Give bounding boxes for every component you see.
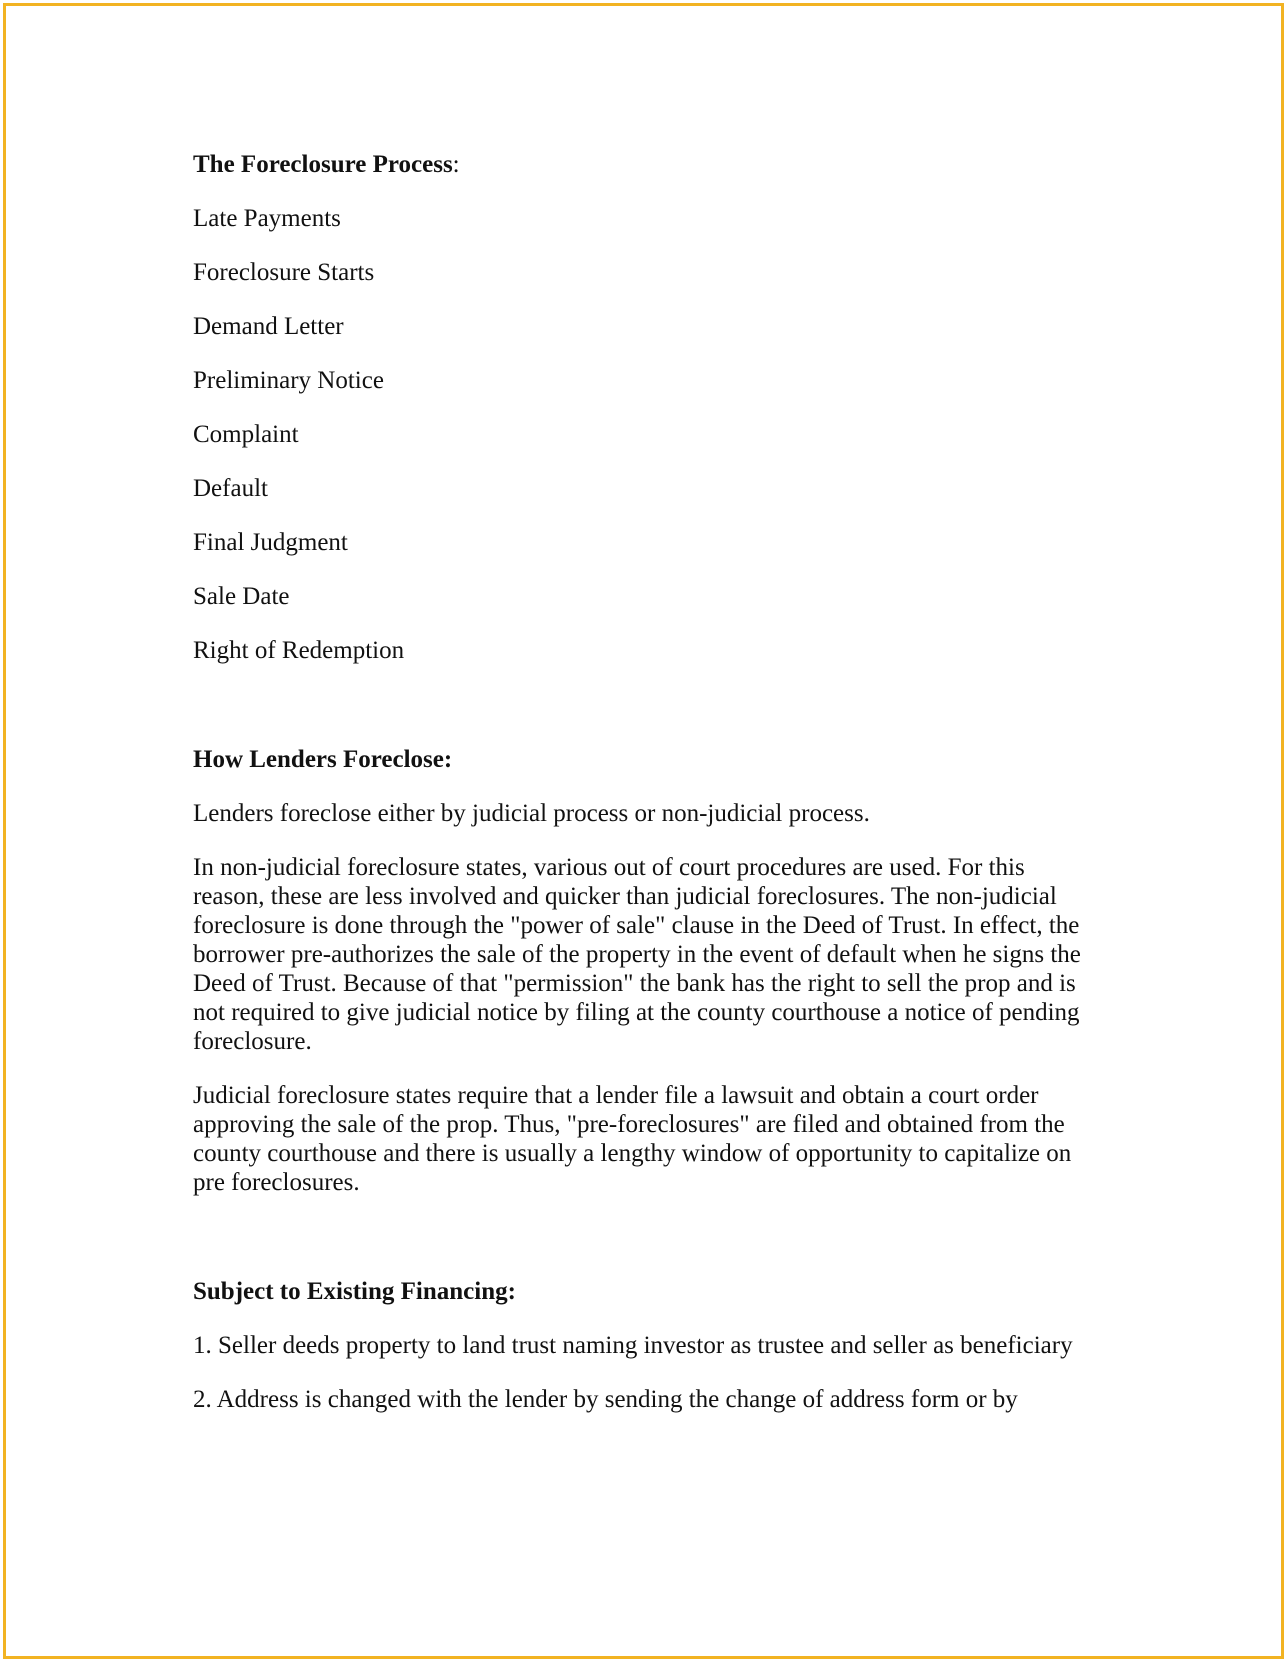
section-heading-foreclosure-process — [193, 150, 1093, 179]
document-body — [193, 150, 1093, 1414]
paragraph: Judicial foreclosure states require that a lender file a lawsuit and obtain a court order approving the sale of the prop. Thus, "pre-foreclosures" are filed and obtained from the county courthouse and there is usually a lengthy window of opportunity to capitalize on pre foreclosures. — [193, 1082, 1072, 1196]
section-heading-subject-to-financing: Subject to Existing Financing: — [193, 1278, 516, 1305]
list-item: Final Judgment — [193, 529, 348, 556]
list-item: Complaint — [193, 421, 299, 448]
paragraph: In non-judicial foreclosure states, various out of court procedures are used. For this reason, these are less involved and quicker than judicial foreclosures. The non-judicial foreclosure is done through the "power of sale" clause in the Deed of Trust. In effect, the borrower pre-authorizes the sale of the property in the event of default when he signs the Deed of Trust. Because of that "permission" the bank has the right to sell the prop and is not required to give judicial notice by filing at the county courthouse a notice of pending foreclosure. — [193, 854, 1081, 1055]
list-item: Foreclosure Starts — [193, 259, 375, 286]
heading-text: The Foreclosure Process — [193, 151, 453, 178]
numbered-item: 1. Seller deeds property to land trust naming investor as trustee and seller as beneficiary — [193, 1332, 1073, 1359]
paragraph: Lenders foreclose either by judicial process or non-judicial process. — [193, 800, 870, 827]
list-item: Default — [193, 475, 268, 502]
section-heading-how-lenders-foreclose: How Lenders Foreclose: — [193, 746, 453, 773]
numbered-item: 2. Address is changed with the lender by sending the change of address form or by — [193, 1386, 1018, 1413]
list-item: Sale Date — [193, 583, 290, 610]
heading-colon: : — [452, 151, 460, 178]
list-item: Late Payments — [193, 205, 341, 232]
foreclosure-steps-list — [193, 204, 1093, 665]
list-item: Preliminary Notice — [193, 367, 384, 394]
list-item: Right of Redemption — [193, 637, 405, 664]
list-item: Demand Letter — [193, 313, 344, 340]
